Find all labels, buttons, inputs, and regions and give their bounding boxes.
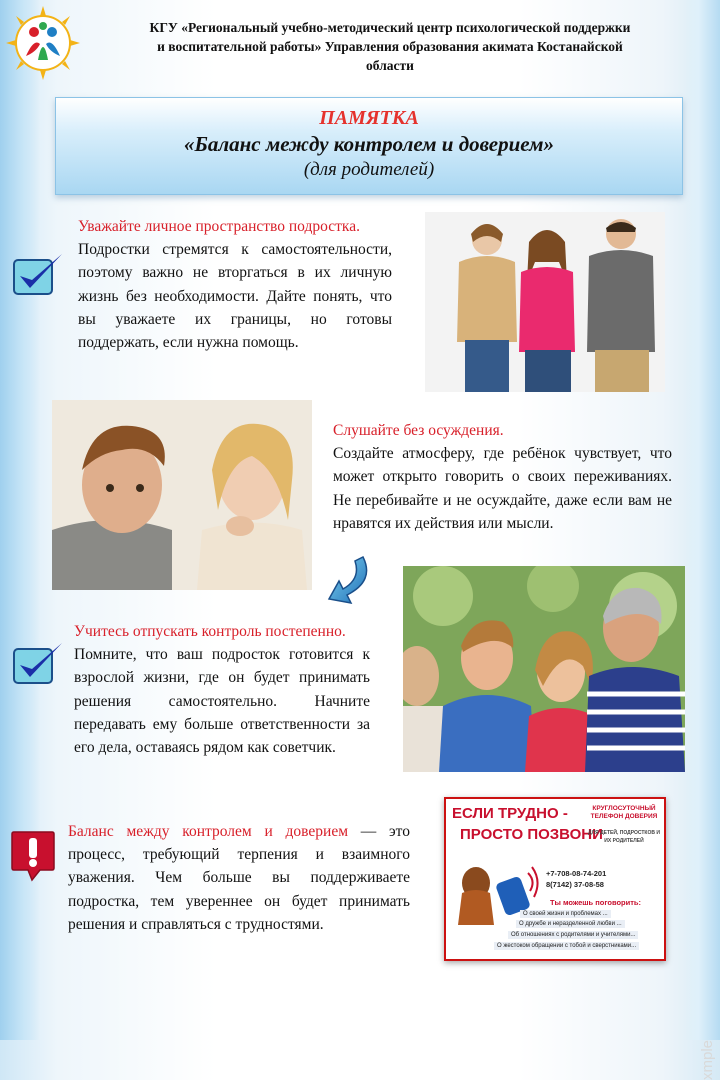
section-release-control bbox=[74, 620, 370, 759]
left-decor-stripe bbox=[0, 0, 40, 1040]
photo-mother-son bbox=[52, 400, 312, 590]
section-body: Создайте атмосферу, где ребёнок чувствует, что может открыто говорить о своих переживаниях. Не перебивайте и не осуждайте, даже если вам не нравятся их действия или мысли. bbox=[333, 445, 672, 532]
memo-label: ПАМЯТКА bbox=[319, 107, 419, 129]
right-decor-stripe bbox=[684, 0, 720, 1040]
section-personal-space bbox=[78, 215, 392, 354]
helpline-poster bbox=[444, 797, 666, 961]
arrow-icon bbox=[325, 555, 373, 607]
poster-phone-1: +7-708-08-74-201 bbox=[546, 869, 607, 878]
poster-audience: ДЛЯ ДЕТЕЙ, ПОДРОСТКОВ И ИХ РОДИТЕЛЕЙ bbox=[588, 830, 660, 844]
organization-header bbox=[95, 18, 685, 75]
org-line-2: и воспитательной работы» Управления образования акимата Костанайской bbox=[157, 39, 623, 54]
section-body: Помните, что ваш подросток готовится к взрослой жизни, где он будет принимать решения самостоятельно. Начните передавать ему больше ответственности за его дела, оставаясь рядом как советчик. bbox=[74, 646, 370, 757]
logo-icon bbox=[4, 4, 82, 82]
section-heading: Слушайте без осуждения. bbox=[333, 422, 504, 439]
summary-body: — это процесс, требующий терпения и взаимного уважения. Чем больше вы поддерживаете подростка, тем увереннее он будет принимать решения и справляться с трудностями. bbox=[68, 823, 410, 933]
section-summary bbox=[68, 820, 410, 936]
exclamation-icon bbox=[10, 830, 56, 882]
checkmark-icon bbox=[12, 252, 66, 298]
summary-heading: Баланс между контролем и доверием bbox=[68, 823, 349, 840]
poster-option: Об отношениях с родителями и учителями... bbox=[508, 931, 638, 939]
section-listen bbox=[333, 419, 672, 535]
memo-title: «Баланс между контролем и доверием» bbox=[184, 132, 554, 156]
checkmark-icon bbox=[12, 641, 66, 687]
title-box bbox=[55, 97, 683, 195]
poster-phone-2: 8(7142) 37-08-58 bbox=[546, 880, 604, 889]
photo-family-standing bbox=[425, 212, 665, 392]
section-heading: Уважайте личное пространство подростка. bbox=[78, 218, 360, 235]
poster-line-1: ЕСЛИ ТРУДНО - bbox=[452, 805, 568, 822]
memo-audience: (для родителей) bbox=[303, 159, 435, 180]
org-line-3: области bbox=[366, 58, 414, 73]
poster-option: О жестоком обращении с тобой и сверстниками... bbox=[494, 942, 639, 950]
poster-line-2: ПРОСТО ПОЗВОНИ bbox=[460, 826, 603, 843]
poster-option: О дружбе и неразделенной любви ... bbox=[516, 920, 625, 928]
section-body: Подростки стремятся к самостоятельности, поэтому важно не вторгаться в их личную жизнь без необходимости. Дайте понять, что вы уважаете их границы, но готовы поддержать, если нужна помощь. bbox=[78, 241, 392, 352]
photo-family-outdoors bbox=[403, 566, 685, 772]
org-line-1: КГУ «Региональный учебно-методический центр психологической поддержки bbox=[149, 20, 631, 35]
section-heading: Учитесь отпускать контроль постепенно. bbox=[74, 623, 346, 640]
poster-service: КРУГЛОСУТОЧНЫЙ ТЕЛЕФОН ДОВЕРИЯ bbox=[590, 805, 658, 820]
poster-option: О своей жизни и проблемах ... bbox=[520, 910, 611, 918]
watermark: xmple bbox=[699, 1040, 716, 1080]
poster-talk-heading: Ты можешь поговорить: bbox=[550, 898, 642, 907]
